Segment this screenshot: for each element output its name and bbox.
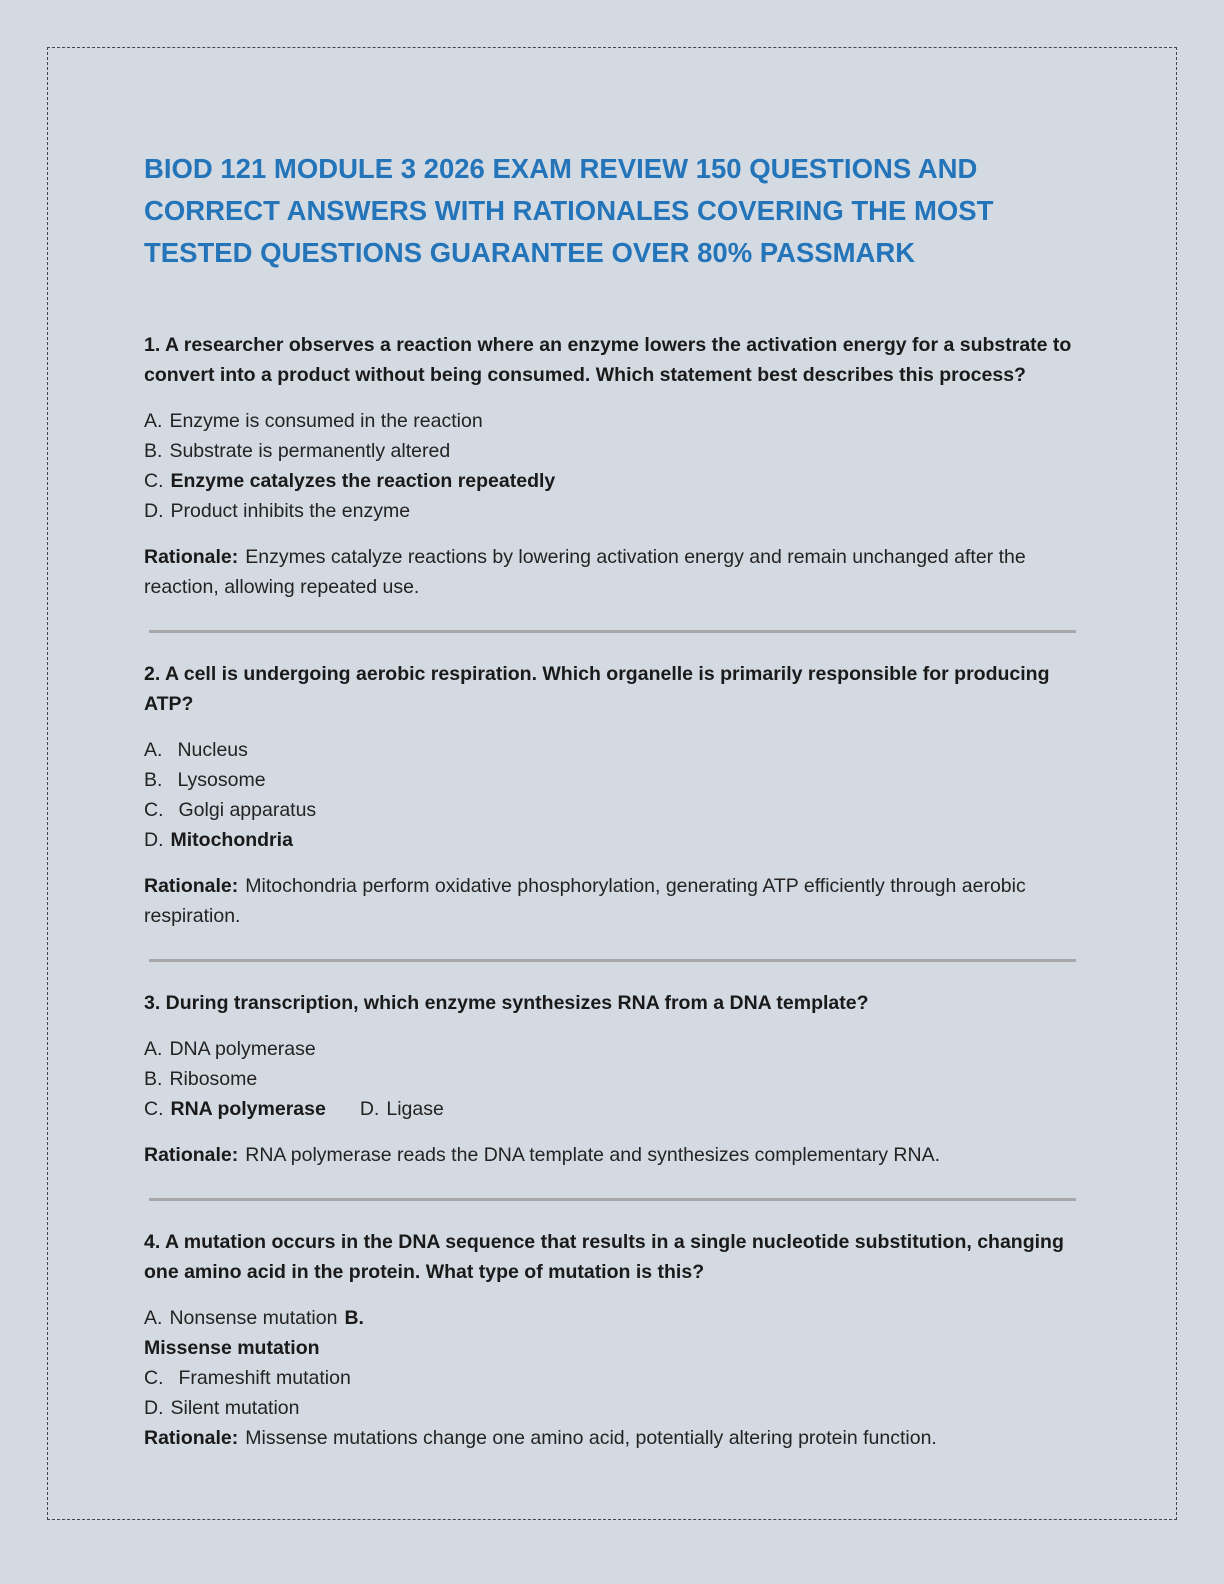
options-list xyxy=(144,1034,1079,1124)
rationale xyxy=(144,1423,1074,1453)
question-heading: 4. A mutation occurs in the DNA sequence that results in a single nucleotide substitution, changing one amino acid in the protein. What type of mutation is this? xyxy=(144,1231,1064,1283)
option-label: D. xyxy=(359,1098,380,1120)
option-line xyxy=(144,735,1079,765)
rationale xyxy=(144,1140,1074,1170)
option-line xyxy=(144,1393,1079,1423)
option-label: C. xyxy=(144,799,164,821)
rationale-label: Rationale: xyxy=(144,1427,239,1449)
option-line xyxy=(144,406,1079,436)
option-text-correct: RNA polymerase xyxy=(170,1098,326,1120)
option-label: C. xyxy=(144,1098,164,1120)
rationale xyxy=(144,542,1074,602)
option-text: Golgi apparatus xyxy=(178,799,317,821)
rationale-text: Mitochondria perform oxidative phosphorylation, generating ATP efficiently through aerobic respiration. xyxy=(144,875,1026,927)
option-text: Nonsense mutation xyxy=(169,1307,338,1329)
option-label: D. xyxy=(144,1397,164,1419)
option-line xyxy=(144,1034,1079,1064)
option-text: Enzyme is consumed in the reaction xyxy=(169,410,483,432)
options-list xyxy=(144,406,1079,526)
option-text: Product inhibits the enzyme xyxy=(170,500,411,522)
option-label: A. xyxy=(144,1307,163,1329)
option-line xyxy=(144,1303,1079,1333)
option-text: DNA polymerase xyxy=(169,1038,316,1060)
option-line xyxy=(144,795,1079,825)
option-text: Frameshift mutation xyxy=(178,1367,351,1389)
option-text-correct: Missense mutation xyxy=(144,1337,320,1359)
option-label-correct: B. xyxy=(344,1307,364,1329)
question-block-3 xyxy=(144,988,1079,1170)
rationale xyxy=(144,871,1074,931)
option-label: B. xyxy=(144,1068,163,1090)
option-text: Nucleus xyxy=(177,739,248,761)
option-text: Lysosome xyxy=(177,769,266,791)
option-text-correct: Mitochondria xyxy=(170,829,293,851)
option-label: D. xyxy=(144,500,164,522)
question-heading: 3. During transcription, which enzyme synthesizes RNA from a DNA template? xyxy=(144,992,869,1014)
option-text: Ribosome xyxy=(169,1068,258,1090)
section-divider xyxy=(149,959,1076,962)
option-text: Substrate is permanently altered xyxy=(169,440,451,462)
document-title: BIOD 121 MODULE 3 2026 EXAM REVIEW 150 QUESTIONS AND CORRECT ANSWERS WITH RATIONALES COVERING THE MOST TESTED QUESTIONS GUARANTEE OVER 80% PASSMARK xyxy=(144,153,994,268)
option-line xyxy=(144,1064,1079,1094)
rationale-label: Rationale: xyxy=(144,1144,239,1166)
option-label: B. xyxy=(144,769,163,791)
option-line xyxy=(144,1094,1079,1124)
options-list xyxy=(144,1303,1079,1423)
option-line xyxy=(144,1363,1079,1393)
option-line xyxy=(144,496,1079,526)
option-line xyxy=(144,765,1079,795)
section-divider xyxy=(149,630,1076,633)
rationale-text: Missense mutations change one amino acid, potentially altering protein function. xyxy=(245,1427,937,1449)
rationale-label: Rationale: xyxy=(144,546,239,568)
question-heading: 2. A cell is undergoing aerobic respiration. Which organelle is primarily responsible for producing ATP? xyxy=(144,663,1050,715)
option-label: A. xyxy=(144,739,163,761)
option-text-correct: Enzyme catalyzes the reaction repeatedly xyxy=(170,470,556,492)
document-page xyxy=(47,47,1177,1520)
question-block-1 xyxy=(144,330,1079,602)
question-block-2 xyxy=(144,659,1079,931)
option-line xyxy=(144,466,1079,496)
option-text: Silent mutation xyxy=(170,1397,300,1419)
question-block-4 xyxy=(144,1227,1079,1453)
rationale-text: RNA polymerase reads the DNA template and synthesizes complementary RNA. xyxy=(245,1144,940,1166)
question-heading: 1. A researcher observes a reaction where an enzyme lowers the activation energy for a substrate to convert into a product without being consumed. Which statement best describes this process? xyxy=(144,334,1072,386)
option-text: Ligase xyxy=(386,1098,444,1120)
options-list xyxy=(144,735,1079,855)
option-label: C. xyxy=(144,470,164,492)
option-line xyxy=(144,825,1079,855)
rationale-text: Enzymes catalyze reactions by lowering activation energy and remain unchanged after the reaction, allowing repeated use. xyxy=(144,546,1026,598)
option-label: B. xyxy=(144,440,163,462)
rationale-label: Rationale: xyxy=(144,875,239,897)
option-label: D. xyxy=(144,829,164,851)
option-line xyxy=(144,436,1079,466)
option-label: A. xyxy=(144,1038,163,1060)
section-divider xyxy=(149,1198,1076,1201)
option-label: C. xyxy=(144,1367,164,1389)
option-label: A. xyxy=(144,410,163,432)
